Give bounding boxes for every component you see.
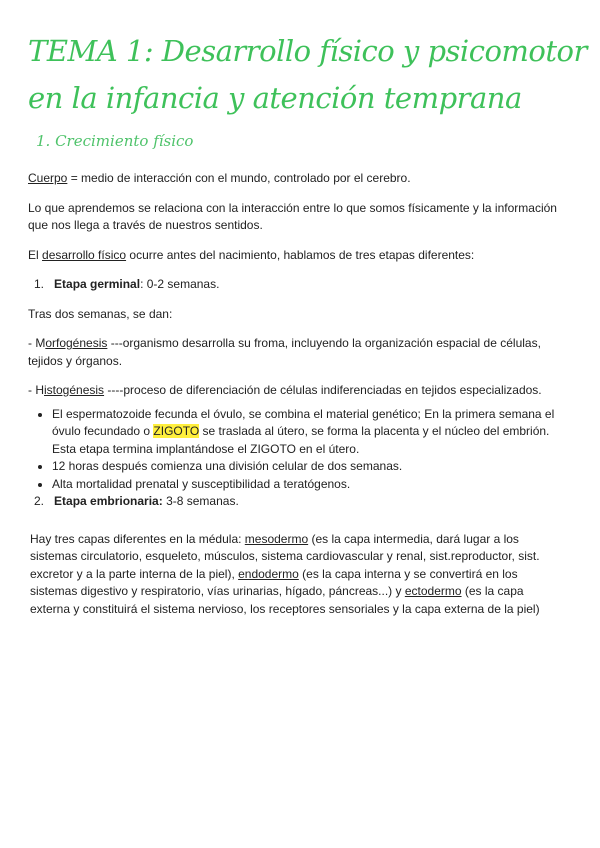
term-desarrollo-fisico: desarrollo físico <box>42 247 127 262</box>
paragraph-text: ocurre antes del nacimiento, hablamos de tres etapas diferentes: <box>126 247 475 262</box>
list-item: • 12 horas después comienza una división celular de dos semanas. <box>52 458 576 476</box>
term-cuerpo: Cuerpo <box>28 171 68 185</box>
list-number: 1. <box>34 277 45 291</box>
paragraph-text: ---organismo desarrolla su froma, incluyendo la organización espacial de células, tejidos y órganos. <box>28 336 541 368</box>
term-histogenesis: istogénesis <box>44 383 105 397</box>
paragraph-text: Hay tres capas diferentes en la médula: <box>30 531 245 546</box>
term-morfogenesis: orfogénesis <box>45 336 108 350</box>
stage-2 <box>28 493 576 511</box>
document-body <box>28 170 576 630</box>
paragraph-text: - H <box>28 383 44 397</box>
paragraph-text: (es la capa interna y se convertirá en los sistemas digestivo y respiratorio, vías urinarias, hígado, páncreas...) y <box>30 566 518 598</box>
paragraph-histogenesis <box>28 382 576 400</box>
stage-label: Etapa embrionaria: <box>54 494 163 508</box>
paragraph-cuerpo <box>28 170 576 188</box>
bullet-list <box>28 406 576 494</box>
term-mesodermo: mesodermo <box>244 531 309 546</box>
paragraph-text: El <box>28 247 43 262</box>
document-title: TEMA 1: Desarrollo físico y psicomotor en la infancia y atención temprana <box>28 34 587 115</box>
paragraph-text: (es la capa intermedia, dará lugar a los sistemas circulatorio, esqueleto, músculos, sistema cardiovascular y renal, sist.reproductor, sist. excretor y a la parte interna de la piel), <box>30 531 540 581</box>
paragraph-capas <box>28 531 550 619</box>
highlight-zigoto: ZIGOTO <box>153 424 200 438</box>
paragraph-desarrollo <box>28 247 576 265</box>
list-number: 2. <box>34 494 45 508</box>
paragraph-text: ----proceso de diferenciación de células indiferenciadas en tejidos especializados. <box>104 383 542 397</box>
paragraph-text: (es la capa externa y constituirá el sistema nervioso, los receptores sensoriales y la capa externa de la piel) <box>30 584 540 616</box>
term-ectodermo: ectodermo <box>404 584 462 598</box>
stage-text: 3-8 semanas. <box>162 494 239 508</box>
paragraph-aprendizaje: Lo que aprendemos se relaciona con la interacción entre lo que somos físicamente y la información que nos llega a través de nuestros sentidos. <box>28 200 557 232</box>
stage-label: Etapa germinal <box>54 277 141 291</box>
paragraph-tras: Tras dos semanas, se dan: <box>28 306 173 321</box>
list-text: se traslada al útero, se forma la placenta y el núcleo del embrión. Esta etapa termina implantándose el ZIGOTO en el útero. <box>52 424 550 456</box>
paragraph-text: - M <box>28 336 46 350</box>
list-item: • Alta mortalidad prenatal y susceptibilidad a teratógenos. <box>52 476 576 494</box>
term-endodermo: endodermo <box>238 566 299 581</box>
paragraph-morfogenesis <box>28 335 576 370</box>
section-heading: 1. Crecimiento físico <box>36 132 194 150</box>
stage-1 <box>28 276 576 294</box>
list-item <box>52 406 576 459</box>
list-text: El espermatozoide fecunda el óvulo, se combina el material genético; En la primera semana el óvulo fecundado o <box>52 406 555 438</box>
stage-text: : 0-2 semanas. <box>140 277 220 291</box>
paragraph-text: = medio de interacción con el mundo, controlado por el cerebro. <box>67 171 411 185</box>
